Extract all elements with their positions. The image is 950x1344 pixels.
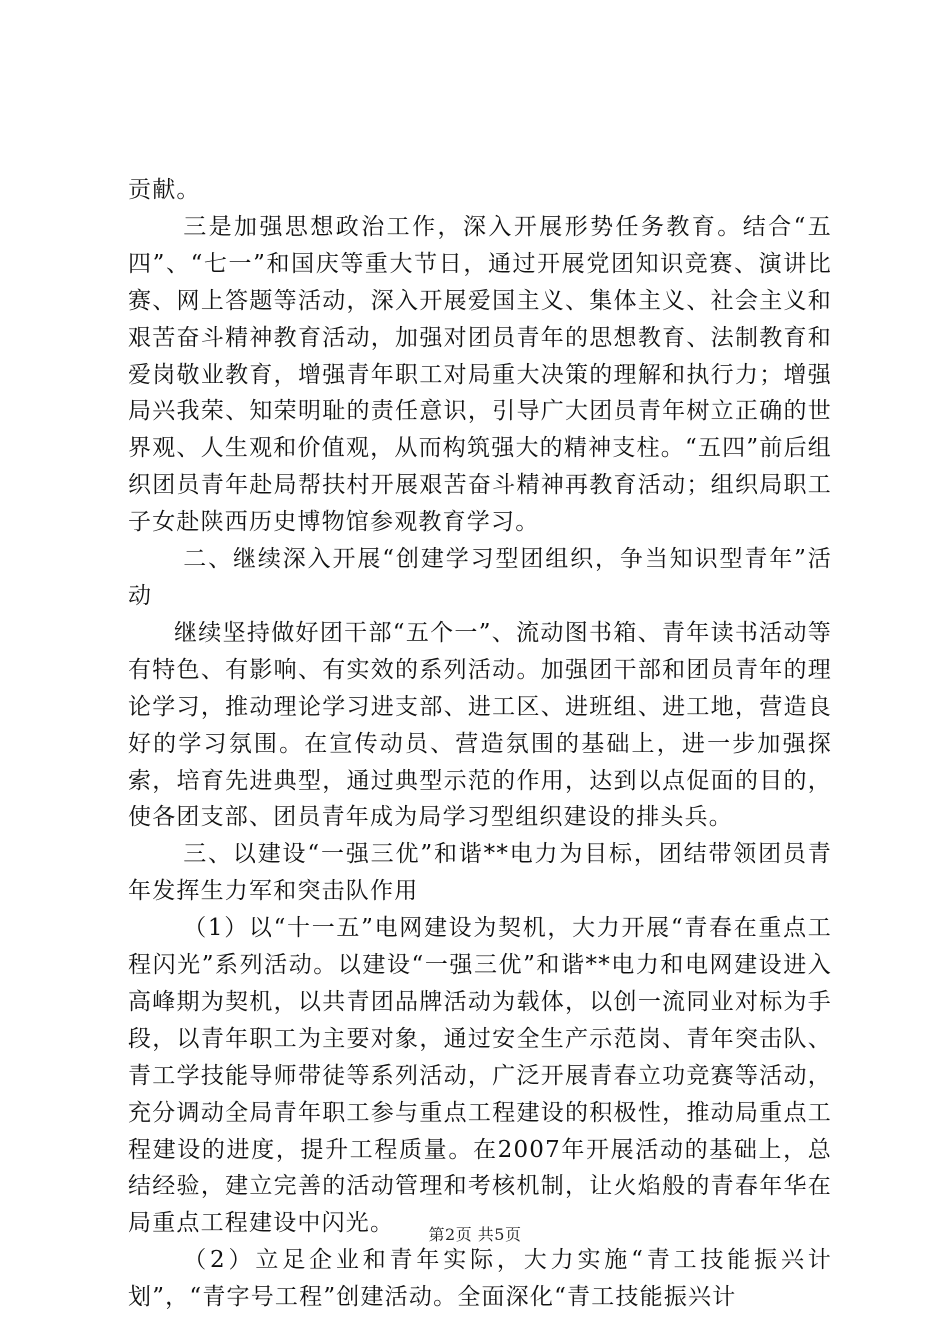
paragraph-item-2: （2）立足企业和青年实际，大力实施“青工技能振兴计划”，“青字号工程”创建活动。全面深化“青工技能振兴计 bbox=[128, 1247, 832, 1311]
section-heading-3: 三、以建设“一强三优”和谐**电力为目标，团结带领团员青年发挥生力军和突击队作用 bbox=[128, 841, 832, 905]
document-body bbox=[128, 172, 832, 1316]
paragraph-continuation: 贡献。 bbox=[128, 177, 201, 203]
section-heading-2: 二、继续深入开展“创建学习型团组织，争当知识型青年”活动 bbox=[128, 546, 832, 609]
paragraph-ideological-work: 三是加强思想政治工作，深入开展形势任务教育。结合“五四”、“七一”和国庆等重大节日，通过开展党团知识竞赛、演讲比赛、网上答题等活动，深入开展爱国主义、集体主义、社会主义和艰苦奋斗精神教育活动，加强对团员青年的思想教育、法制教育和爱岗敬业教育，增强青年职工对局重大决策的理解和执行力；增强局兴我荣、知荣明耻的责任意识，引导广大团员青年树立正确的世界观、人生观和价值观，从而构筑强大的精神支柱。“五四”前后组织团员青年赴局帮扶村开展艰苦奋斗精神再教育活动；组织局职工子女赴陕西历史博物馆参观教育学习。 bbox=[128, 213, 832, 536]
paragraph-item-1: （1）以“十一五”电网建设为契机，大力开展“青春在重点工程闪光”系列活动。以建设“一强三优”和谐**电力和电网建设进入高峰期为契机，以共青团品牌活动为载体，以创一流同业对标为手段，以青年职工为主要对象，通过安全生产示范岗、青年突击队、青工学技能导师带徒等系列活动，广泛开展青春立功竞赛等活动，充分调动全局青年职工参与重点工程建设的积极性，推动局重点工程建设的进度，提升工程质量。在2007年开展活动的基础上，总结经验，建立完善的活动管理和考核机制，让火焰般的青春年华在局重点工程建设中闪光。 bbox=[128, 915, 832, 1237]
paragraph-learning-activities: 继续坚持做好团干部“五个一”、流动图书箱、青年读书活动等有特色、有影响、有实效的系列活动。加强团干部和团员青年的理论学习，推动理论学习进支部、进工区、进班组、进工地，营造良好的学习氛围。在宣传动员、营造氛围的基础上，进一步加强探索，培育先进典型，通过典型示范的作用，达到以点促面的目的，使各团支部、团员青年成为局学习型组织建设的排头兵。 bbox=[128, 619, 832, 831]
page-number-footer: 第2页 共5页 bbox=[428, 1225, 522, 1244]
